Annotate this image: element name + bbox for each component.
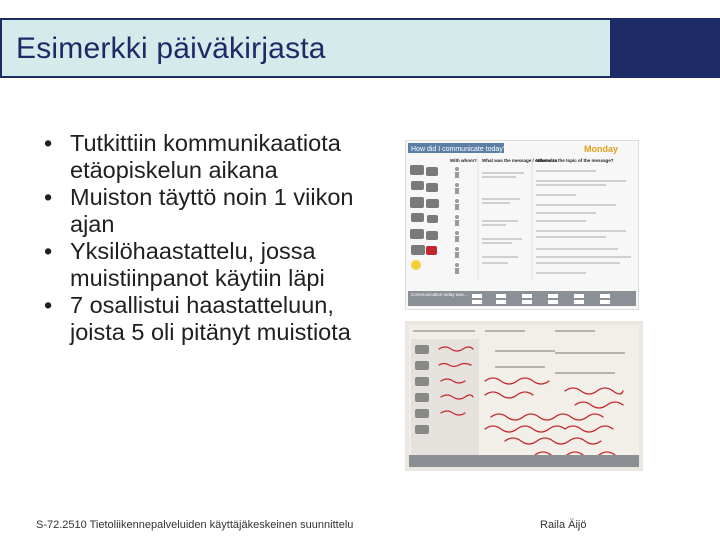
diary-page-drawing [406, 141, 638, 309]
bullet-text: Yksilöhaastattelu, jossa muistiinpanot käytiin läpi [70, 238, 325, 291]
col2-header: What was the message / ordered to [482, 158, 558, 163]
rating-row-label: Communication today was... [411, 292, 468, 297]
bullet-list [40, 130, 370, 346]
title-bar [0, 18, 612, 78]
bullet-text: 7 osallistui haastatteluun, joista 5 oli pitänyt muistiota [70, 292, 351, 345]
annotated-diary-photo [405, 321, 643, 471]
rating-row [409, 455, 639, 467]
bullet-item: • Muiston täyttö noin 1 viikon ajan [44, 184, 354, 237]
footer-author: Raila Äijö [540, 519, 587, 531]
col1-header: With whom? [450, 158, 477, 163]
bullet-item: • 7 osallistui haastatteluun, joista 5 oli pitänyt muistiota [44, 292, 351, 345]
bullet-item: • Tutkittiin kommunikaatiota etäopiskelun aikana [44, 130, 341, 183]
diary-page-photo [405, 140, 639, 310]
footer-course: S-72.2510 Tietoliikennepalveluiden käyttäjäkeskeinen suunnittelu [36, 519, 354, 531]
bullet-text: Tutkittiin kommunikaatiota etäopiskelun aikana [70, 130, 341, 183]
bullet-text: Muiston täyttö noin 1 viikon ajan [70, 184, 354, 237]
bullet-item: • Yksilöhaastattelu, jossa muistiinpanot käytiin läpi [44, 238, 325, 291]
title-accent-block [612, 18, 720, 78]
diary-day-text: Monday [584, 144, 619, 154]
slide-title: Esimerkki päiväkirjasta [16, 32, 326, 65]
annotated-diary-drawing [405, 321, 643, 471]
diary-heading-text: How did I communicate today? [411, 146, 507, 153]
col3-header: What was the topic of the message? [536, 158, 614, 163]
